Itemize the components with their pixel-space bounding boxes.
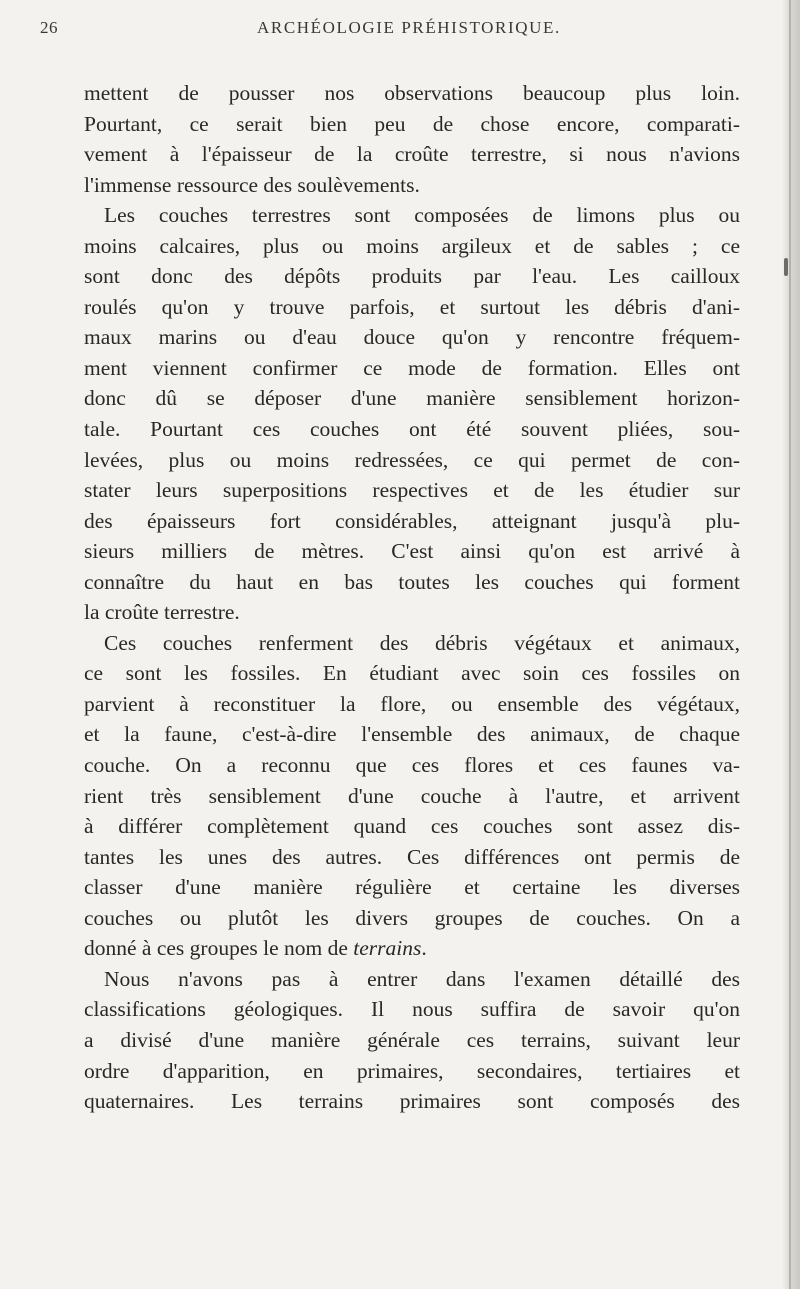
text-line: donc dû se déposer d'une manière sensiblement horizon- <box>84 386 740 411</box>
text-line: sont donc des dépôts produits par l'eau. Les cailloux <box>84 264 740 289</box>
text-line: levées, plus ou moins redressées, ce qui permet de con- <box>84 447 740 472</box>
text-line: mettent de pousser nos observations beaucoup plus loin. <box>84 81 740 105</box>
page-header <box>0 18 800 48</box>
running-head: ARCHÉOLOGIE PRÉHISTORIQUE. <box>257 18 561 37</box>
text-line: Pourtant, ce serait bien peu de chose encore, comparati- <box>84 111 740 136</box>
text-line: quaternaires. Les terrains primaires sont composés des <box>84 1089 740 1114</box>
text-line: des épaisseurs fort considérables, atteignant jusqu'à plu- <box>84 508 740 533</box>
text-line: ordre d'apparition, en primaires, secondaires, tertiaires et <box>84 1058 740 1083</box>
text-line: ce sont les fossiles. En étudiant avec soin ces fossiles on <box>84 661 740 686</box>
text-line: et la faune, c'est-à-dire l'ensemble des animaux, de chaque <box>84 722 740 747</box>
text-fragment: donné à ces groupes le nom de <box>84 936 354 961</box>
italic-term: terrains <box>353 936 422 961</box>
text-line: Nous n'avons pas à entrer dans l'examen détaillé des <box>104 966 740 991</box>
text-line: classer d'une manière régulière et certaine les diverses <box>84 875 740 900</box>
page-edge-mark <box>784 258 788 276</box>
text-line: l'immense ressource des soulèvements. <box>84 172 420 197</box>
text-line: rient très sensiblement d'une couche à l'autre, et arrivent <box>84 783 740 808</box>
text-line: classifications géologiques. Il nous suffira de savoir qu'on <box>84 997 740 1022</box>
text-line: moins calcaires, plus ou moins argileux et de sables ; ce <box>84 233 740 258</box>
text-line: couches ou plutôt les divers groupes de couches. On a <box>84 905 740 930</box>
body-text <box>84 78 740 1117</box>
text-fragment: . <box>421 936 427 961</box>
text-line: tale. Pourtant ces couches ont été souvent pliées, sou- <box>84 417 740 442</box>
text-line: vement à l'épaisseur de la croûte terrestre, si nous n'avions <box>84 142 740 167</box>
text-line: stater leurs superpositions respectives et de les étudier sur <box>84 478 740 503</box>
page-number: 26 <box>40 18 58 37</box>
text-line: à différer complètement quand ces couches sont assez dis- <box>84 814 740 839</box>
text-line: tantes les unes des autres. Ces différences ont permis de <box>84 844 740 869</box>
text-line: Les couches terrestres sont composées de limons plus ou <box>104 203 740 228</box>
text-line: couche. On a reconnu que ces flores et ces faunes va- <box>84 753 740 778</box>
text-line: a divisé d'une manière générale ces terrains, suivant leur <box>84 1027 740 1052</box>
text-line: ment viennent confirmer ce mode de formation. Elles ont <box>84 355 740 380</box>
page-edge-line <box>789 0 791 1289</box>
text-line: Ces couches renferment des débris végétaux et animaux, <box>104 630 740 655</box>
text-line: maux marins ou d'eau douce qu'on y rencontre fréquem- <box>84 325 740 350</box>
text-line: parvient à reconstituer la flore, ou ensemble des végétaux, <box>84 691 740 716</box>
text-line: la croûte terrestre. <box>84 600 240 625</box>
text-line: sieurs milliers de mètres. C'est ainsi qu'on est arrivé à <box>84 539 740 564</box>
page-edge-shadow <box>782 0 800 1289</box>
text-line: connaître du haut en bas toutes les couches qui forment <box>84 569 740 594</box>
text-line: roulés qu'on y trouve parfois, et surtout les débris d'ani- <box>84 294 740 319</box>
text-line-terrains <box>84 933 740 964</box>
